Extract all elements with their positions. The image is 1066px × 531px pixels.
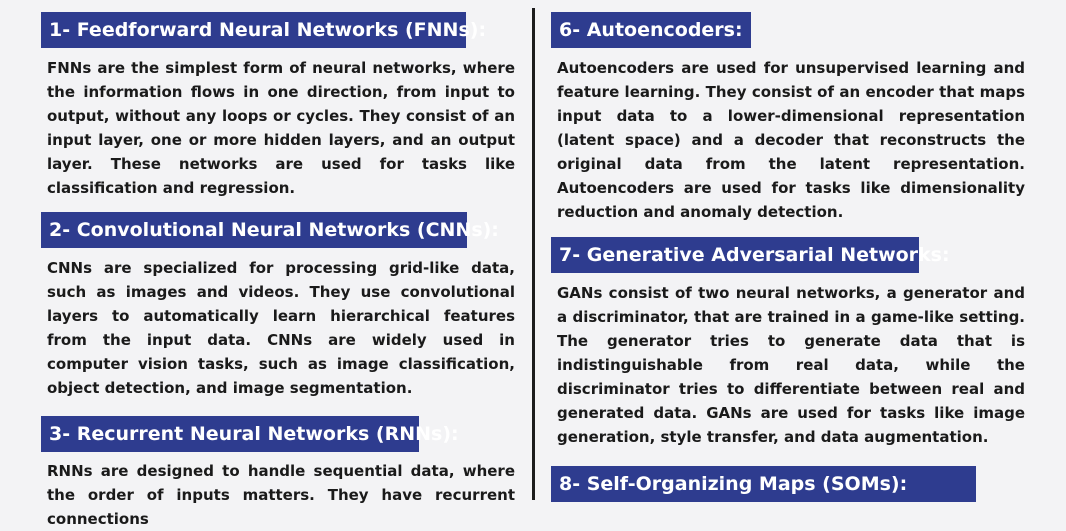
section-heading-cnn: 2- Convolutional Neural Networks (CNNs): bbox=[41, 212, 467, 248]
section-heading-autoencoders: 6- Autoencoders: bbox=[551, 12, 751, 48]
section-heading-gan: 7- Generative Adversarial Networks: bbox=[551, 237, 919, 273]
section-body-cnn: CNNs are specialized for processing grid-like data, such as images and videos. They use convolutional layers to automatically learn hierarchical features from the input data. CNNs are widely used in computer vision tasks, such as image classification, object detection, and image segmentation. bbox=[47, 259, 515, 397]
section-body-autoencoders: Autoencoders are used for unsupervised learning and feature learning. They consist of an encoder that maps input data to a lower-dimensional representation (latent space) and a decoder that reconstructs the original data from the latent representation. Autoencoders are used for tasks like dimensionality reduction and anomaly detection. bbox=[557, 59, 1025, 221]
section-heading-rnn: 3- Recurrent Neural Networks (RNNs): bbox=[41, 416, 419, 452]
section-heading-fnn: 1- Feedforward Neural Networks (FNNs): bbox=[41, 12, 466, 48]
section-heading-som: 8- Self-Organizing Maps (SOMs): bbox=[551, 466, 976, 502]
section-body-gan: GANs consist of two neural networks, a generator and a discriminator, that are trained in a game-like setting. The generator tries to generate data that is indistinguishable from real data, while the discriminator tries to differentiate between real and generated data. GANs are used for tasks like image generation, style transfer, and data augmentation. bbox=[557, 284, 1025, 446]
column-divider bbox=[532, 8, 535, 500]
section-body-fnn: FNNs are the simplest form of neural networks, where the information flows in one direction, from input to output, without any loops or cycles. They consist of an input layer, one or more hidden layers, and an output layer. These networks are used for tasks like classification and regression. bbox=[47, 59, 515, 197]
section-body-rnn: RNNs are designed to handle sequential data, where the order of inputs matters. They have recurrent connections bbox=[47, 462, 515, 528]
